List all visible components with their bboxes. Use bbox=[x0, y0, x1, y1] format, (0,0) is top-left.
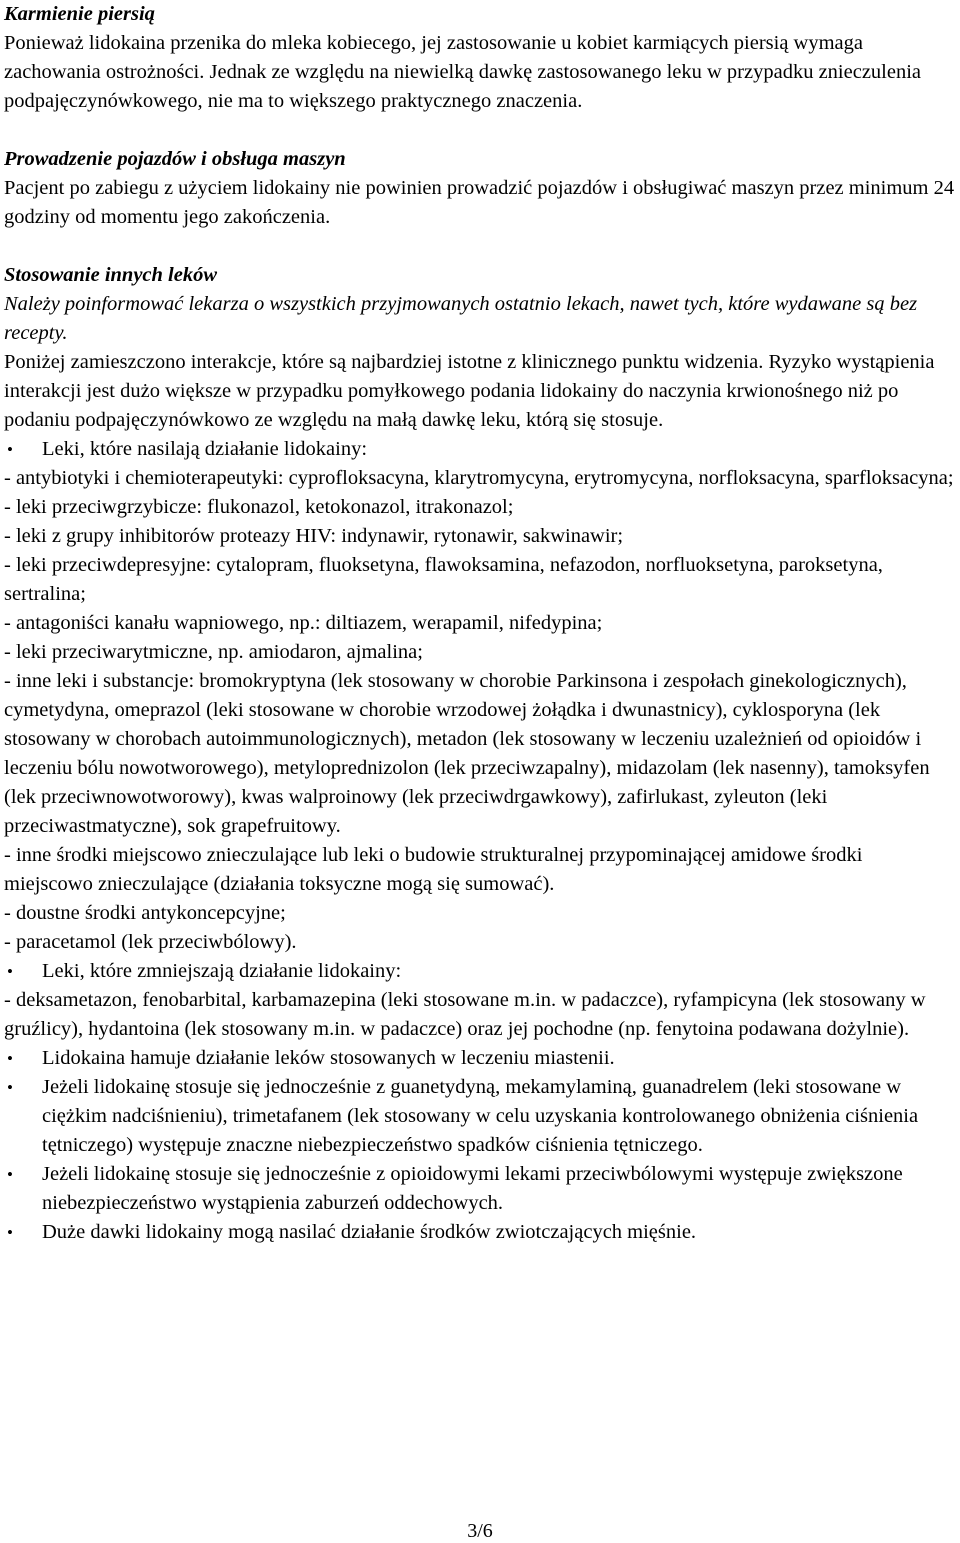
list-item: - deksametazon, fenobarbital, karbamazepina (leki stosowane m.in. w padaczce), ryfampicyna (lek stosowany w gruźlicy), hydantoina (lek stosowany m.in. w padaczce) oraz jej pochodne (np. fenytoina podawana dożylnie). bbox=[4, 989, 926, 1040]
section-text-driving: Pacjent po zabiegu z użyciem lidokainy nie powinien prowadzić pojazdów i obsługiwać maszyn przez minimum 24 godziny od momentu jego zakończenia. bbox=[4, 177, 955, 228]
bullet-icon: • bbox=[7, 440, 13, 459]
section-heading-other-drugs: Stosowanie innych leków bbox=[4, 264, 218, 286]
list-item: - inne leki i substancje: bromokryptyna (lek stosowany w chorobie Parkinsona i zespołach ginekologicznych), cymetydyna, omeprazol (leki stosowane w chorobie wrzodowej żołądka i dwunastnicy), cyklosporyna (lek stosowany w chorobach autoimmunologicznych), metadon (lek stosowany w leczeniu uzależnień od opioidów i leczeniu bólu nowotworowego), metyloprednizolon (lek przeciwzapalny), midazolam (lek nasenny), tamoksyfen (lek przeciwnowotworowy), kwas walproinowy (lek przeciwdrgawkowy), zafirlukast, zyleuton (leki przeciwastmatyczne), sok grapefruitowy. bbox=[4, 670, 930, 837]
bullet-icon: • bbox=[7, 1223, 13, 1242]
bullet-item: • Lidokaina hamuje działanie leków stosowanych w leczeniu miastenii. bbox=[4, 1044, 956, 1073]
list-item: - antybiotyki i chemioterapeutyki: cyprofloksacyna, klarytromycyna, erytromycyna, norfloksacyna, sparfloksacyna; bbox=[4, 467, 954, 489]
page-number: 3/6 bbox=[467, 1520, 493, 1542]
section-text-breastfeeding: Ponieważ lidokaina przenika do mleka kobiecego, jej zastosowanie u kobiet karmiących piersią wymaga zachowania ostrożności. Jednak ze względu na niewielką dawkę zastosowanego leku w przypadku znieczulenia podpajęczynówkowego, nie ma to większego praktycznego znaczenia. bbox=[4, 32, 922, 112]
list-item: - antagoniści kanału wapniowego, np.: diltiazem, werapamil, nifedypina; bbox=[4, 612, 603, 634]
bullet-icon: • bbox=[7, 962, 13, 981]
list-item: - inne środki miejscowo znieczulające lub leki o budowie strukturalnej przypominającej amidowe środki miejscowo znieczulające (działania toksyczne mogą się sumować). bbox=[4, 844, 863, 895]
list-item: - leki z grupy inhibitorów proteazy HIV: indynawir, rytonawir, sakwinawir; bbox=[4, 525, 624, 547]
bullet-icon: • bbox=[7, 1165, 13, 1184]
section-heading-driving: Prowadzenie pojazdów i obsługa maszyn bbox=[4, 148, 346, 170]
list-item: - leki przeciwarytmiczne, np. amiodaron, ajmalina; bbox=[4, 641, 423, 663]
bullet-item: • Jeżeli lidokainę stosuje się jednocześnie z opioidowymi lekami przeciwbólowymi występuje zwiększone niebezpieczeństwo wystąpienia zaburzeń oddechowych. bbox=[4, 1160, 956, 1218]
bullet-item: • Duże dawki lidokainy mogą nasilać działanie środków zwiotczających mięśnie. bbox=[4, 1218, 956, 1247]
bullet-increase-heading: • Leki, które nasilają działanie lidokainy: bbox=[4, 435, 956, 464]
bullet-icon: • bbox=[7, 1049, 13, 1068]
document-page bbox=[4, 0, 956, 1247]
list-item: - leki przeciwdepresyjne: cytalopram, fluoksetyna, flawoksamina, nefazodon, norfluoksetyna, paroksetyna, sertralina; bbox=[4, 554, 883, 605]
list-item: - doustne środki antykoncepcyjne; bbox=[4, 902, 286, 924]
section-heading-breastfeeding: Karmienie piersią bbox=[4, 3, 155, 25]
section-intro-text: Poniżej zamieszczono interakcje, które są najbardziej istotne z klinicznego punktu widzenia. Ryzyko wystąpienia interakcji jest dużo większe w przypadku pomyłkowego podania lidokainy do naczynia krwionośnego niż po podaniu podpajęczynówkowo ze względu na małą dawkę leku, którą się stosuje. bbox=[4, 351, 935, 431]
list-item: - paracetamol (lek przeciwbólowy). bbox=[4, 931, 297, 953]
bullet-icon: • bbox=[7, 1078, 13, 1097]
list-item: - leki przeciwgrzybicze: flukonazol, ketokonazol, itrakonazol; bbox=[4, 496, 514, 518]
section-italic-note: Należy poinformować lekarza o wszystkich przyjmowanych ostatnio lekach, nawet tych, które wydawane są bez recepty. bbox=[4, 293, 918, 344]
bullet-item: • Jeżeli lidokainę stosuje się jednocześnie z guanetydyną, mekamylaminą, guanadrelem (leki stosowane w ciężkim nadciśnieniu), trimetafanem (lek stosowany w celu uzyskania kontrolowanego obniżenia ciśnienia tętniczego) występuje znaczne niebezpieczeństwo spadków ciśnienia tętniczego. bbox=[4, 1073, 956, 1160]
bullet-decrease-heading: • Leki, które zmniejszają działanie lidokainy: bbox=[4, 957, 956, 986]
